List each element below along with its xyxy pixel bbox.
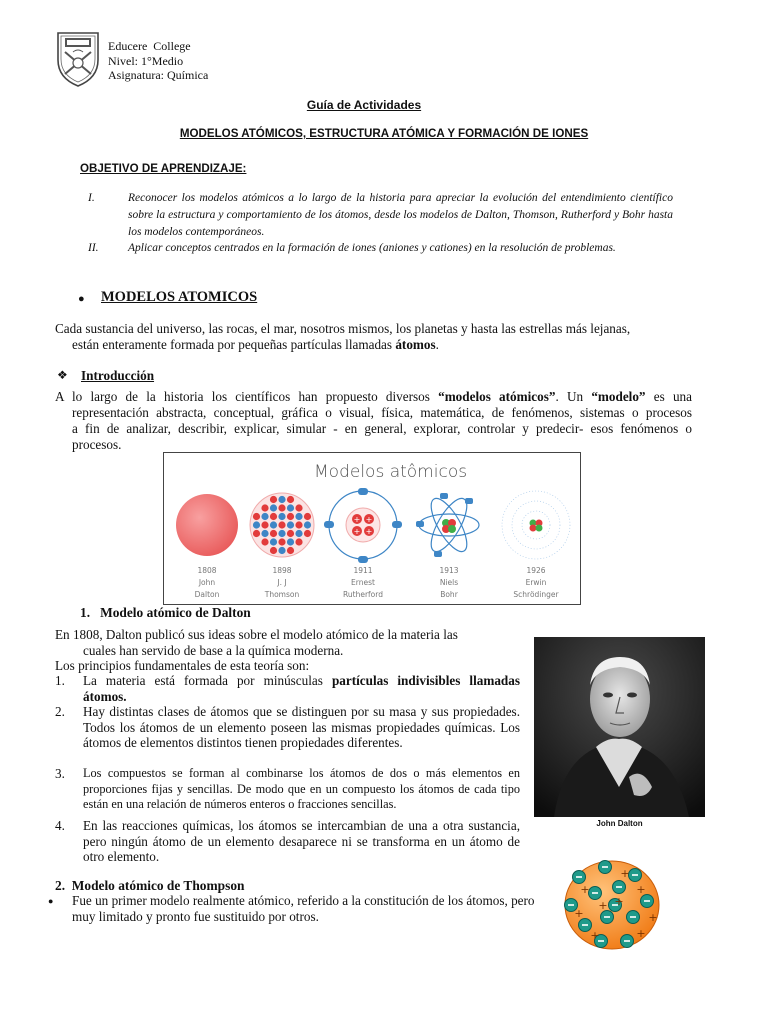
model-name: J. J — [277, 578, 287, 587]
proton-charge — [295, 521, 302, 528]
proton-charge — [287, 530, 294, 537]
main-title: MODELOS ATÓMICOS, ESTRUCTURA ATÓMICA Y FORMACIÓN DE IONES — [179, 127, 589, 140]
dalton-heading: 1. Modelo atómico de Dalton — [80, 605, 251, 620]
plus-sign: + — [598, 899, 608, 912]
principle-item — [55, 673, 520, 704]
minus-sign — [644, 900, 650, 902]
text-run: La materia está formada por minúsculas — [83, 673, 332, 688]
electron-charge — [270, 538, 277, 545]
model-name: Bohr — [440, 590, 458, 599]
model-name: John — [198, 578, 216, 587]
proton-charge — [287, 496, 294, 503]
proton-charge — [261, 504, 268, 511]
minus-sign — [624, 940, 630, 942]
proton-charge — [270, 530, 277, 537]
proton-charge — [270, 496, 277, 503]
section-bullet: ● — [78, 293, 85, 305]
plus-sign: + — [620, 867, 630, 880]
dalton-intro — [55, 627, 525, 674]
proton-charge — [253, 513, 260, 520]
thompson-bullet: ● — [48, 896, 54, 906]
minus-sign — [630, 916, 636, 918]
electron-charge — [287, 504, 294, 511]
electron-charge — [295, 513, 302, 520]
plus-sign: + — [580, 883, 590, 896]
paragraph-line: cuales han servido de base a la química moderna. — [83, 642, 344, 658]
paragraph-line: En 1808, Dalton publicó sus ideas sobre el modelo atómico de la materia las — [55, 627, 458, 642]
paragraph-line: procesos. — [72, 437, 122, 452]
text-run: . — [435, 337, 439, 352]
principle-text: Los compuestos se forman al combinarse los átomos de dos o más elementos en proporciones fijas y sencillas. De modo que en un compuesto los átomos de cada tipo están en una relación de números enteros o fracciones sencillas. — [83, 766, 520, 811]
objective-number: II. — [88, 242, 99, 254]
model-name: Ernest — [351, 578, 375, 587]
text-run: es una — [645, 389, 692, 404]
paragraph-line: Los principios fundamentales de esta teoría son: — [55, 658, 310, 673]
electron-charge — [270, 504, 277, 511]
objective-text: Aplicar conceptos centrados en la formación de iones (aniones y cationes) en la resolución de problemas. — [128, 242, 616, 254]
paragraph-line: a fin de analizar, describir, explicar, simular - en general, explorar, controlar y predecir- esos fenómenos o — [72, 421, 692, 436]
bold-term: “modelos atómicos” — [438, 389, 556, 404]
section-title-modelos: MODELOS ATOMICOS — [101, 289, 258, 305]
bold-term: “modelo” — [591, 389, 646, 404]
proton-charge — [304, 513, 311, 520]
objective-number: I. — [88, 192, 95, 204]
proton-charge — [278, 504, 285, 511]
thompson-text: Fue un primer modelo realmente atómico, referido a la constitución de los átomos, pero muy limitado y pronto fue sustituido por otros. — [72, 893, 535, 924]
text-run: están enteramente formada por pequeñas partículas llamadas — [72, 337, 396, 352]
proton-charge — [270, 547, 277, 554]
model-name: Schrödinger — [513, 590, 559, 599]
proton-charge — [253, 530, 260, 537]
model-year: 1913 — [439, 566, 459, 575]
proton-charge — [261, 538, 268, 545]
objective-heading: OBJETIVO DE APRENDIZAJE: — [80, 162, 247, 175]
principle-item — [55, 818, 520, 865]
school-info — [108, 39, 208, 83]
atomic-models-diagram — [164, 453, 580, 604]
model-year: 1808 — [197, 566, 217, 575]
rutherford-model — [324, 488, 402, 563]
paragraph-intro — [55, 389, 692, 453]
svg-text:+: + — [365, 527, 373, 536]
dalton-model-sphere — [176, 494, 238, 556]
schrodinger-model-cloud — [502, 491, 570, 559]
principle-text: Hay distintas clases de átomos que se distinguen por su masa y sus propiedades. Todos los átomos de un elemento poseen las mismas propiedades químicas. Los átomos de elementos distintos tienen propiedades diferentes. — [83, 704, 520, 750]
electron-charge — [278, 496, 285, 503]
paragraph-line: representación abstracta, conceptual, gráfica o visual, física, matemática, de fenómenos, sistemas o procesos — [72, 405, 692, 420]
minus-sign — [582, 924, 588, 926]
electron-charge — [287, 538, 294, 545]
principle-number: 1. — [55, 673, 65, 688]
electron-charge — [278, 547, 285, 554]
principle-text — [83, 673, 520, 704]
minus-sign — [568, 904, 574, 906]
paragraph-line: Cada sustancia del universo, las rocas, el mar, nosotros mismos, los planetas y hasta las estrellas más lejanas, — [55, 321, 631, 336]
proton-charge — [304, 530, 311, 537]
model-name: Dalton — [194, 590, 220, 599]
figure-title: Modelos atômicos — [314, 462, 468, 482]
proton-charge — [295, 538, 302, 545]
school-subject: Asignatura: Química — [108, 68, 209, 82]
proton-charge — [295, 504, 302, 511]
minus-sign — [604, 916, 610, 918]
thompson-heading: 2. Modelo atómico de Thompson — [55, 878, 245, 893]
minus-sign — [616, 886, 622, 888]
school-crest-logo — [55, 30, 101, 88]
proton-charge — [278, 538, 285, 545]
minus-sign — [592, 892, 598, 894]
intro-title: Introducción — [81, 368, 155, 383]
thomson-model-pudding — [250, 493, 314, 557]
model-year: 1911 — [353, 566, 373, 575]
diamond-bullet-icon: ❖ — [57, 368, 68, 382]
principle-item — [55, 766, 520, 813]
principle-number: 2. — [55, 704, 65, 719]
paragraph-line — [55, 337, 695, 353]
minus-sign — [576, 876, 582, 878]
atomic-models-figure — [163, 452, 581, 605]
electron-charge — [304, 521, 311, 528]
principle-text: En las reacciones químicas, los átomos se intercambian de una a otra sustancia, pero ningún átomo de un elemento desaparece ni se transforma en un átomo de otro elemento. — [83, 818, 520, 864]
electron-charge — [278, 513, 285, 520]
electron-charge — [261, 513, 268, 520]
principle-number: 4. — [55, 818, 65, 833]
paragraph-universe — [55, 321, 695, 353]
plus-sign: + — [648, 911, 658, 924]
model-year: 1898 — [272, 566, 292, 575]
text-run: A lo largo de la historia los científicos han propuesto diversos — [55, 389, 439, 404]
minus-sign — [602, 866, 608, 868]
model-year: 1926 — [526, 566, 546, 575]
plus-sign: + — [636, 927, 646, 940]
plus-sign: + — [574, 907, 584, 920]
model-name: Rutherford — [343, 590, 383, 599]
plus-sign: + — [636, 883, 646, 896]
school-name: Educere College — [108, 39, 191, 53]
proton-charge — [287, 513, 294, 520]
principle-number: 3. — [55, 766, 65, 781]
objective-item — [88, 240, 673, 257]
electron-charge — [278, 530, 285, 537]
thomson-plum-pudding-model — [557, 855, 667, 955]
svg-text:+: + — [365, 515, 373, 524]
portrait-caption: John Dalton — [596, 819, 643, 828]
plus-sign: + — [590, 929, 600, 942]
model-name: Thomson — [264, 590, 300, 599]
bold-term-atomos: átomos — [395, 337, 436, 352]
svg-text:+: + — [353, 527, 361, 536]
plus-sign: + — [614, 895, 624, 908]
school-level: Nivel: 1°Medio — [108, 53, 184, 68]
electron-charge — [295, 530, 302, 537]
bohr-model — [416, 493, 479, 557]
electron-charge — [287, 521, 294, 528]
guide-title: Guía de Actividades — [306, 98, 422, 112]
text-run: . Un — [555, 389, 592, 404]
model-name: Niels — [439, 578, 459, 587]
electron-charge — [253, 521, 260, 528]
objective-text: Reconocer los modelos atómicos a lo largo de la historia para apreciar la evolución del entendimiento científico sobre la estructura y comportamiento de los átomos, desde los modelos de Dalton, Thomson, Rutherford y Bohr hasta los modelos contemporáneos. — [128, 192, 673, 238]
model-name: Erwin — [525, 578, 547, 587]
bold-term: partículas indivisibles llamadas átomos. — [83, 673, 520, 704]
paragraph-line — [55, 389, 692, 405]
svg-text:+: + — [353, 515, 361, 524]
minus-sign — [632, 874, 638, 876]
proton-charge — [261, 521, 268, 528]
john-dalton-portrait — [534, 637, 705, 817]
objective-item — [88, 190, 673, 240]
proton-charge — [278, 521, 285, 528]
electron-charge — [270, 521, 277, 528]
principle-item — [55, 704, 520, 751]
electron-charge — [261, 530, 268, 537]
proton-charge — [287, 547, 294, 554]
proton-charge — [270, 513, 277, 520]
